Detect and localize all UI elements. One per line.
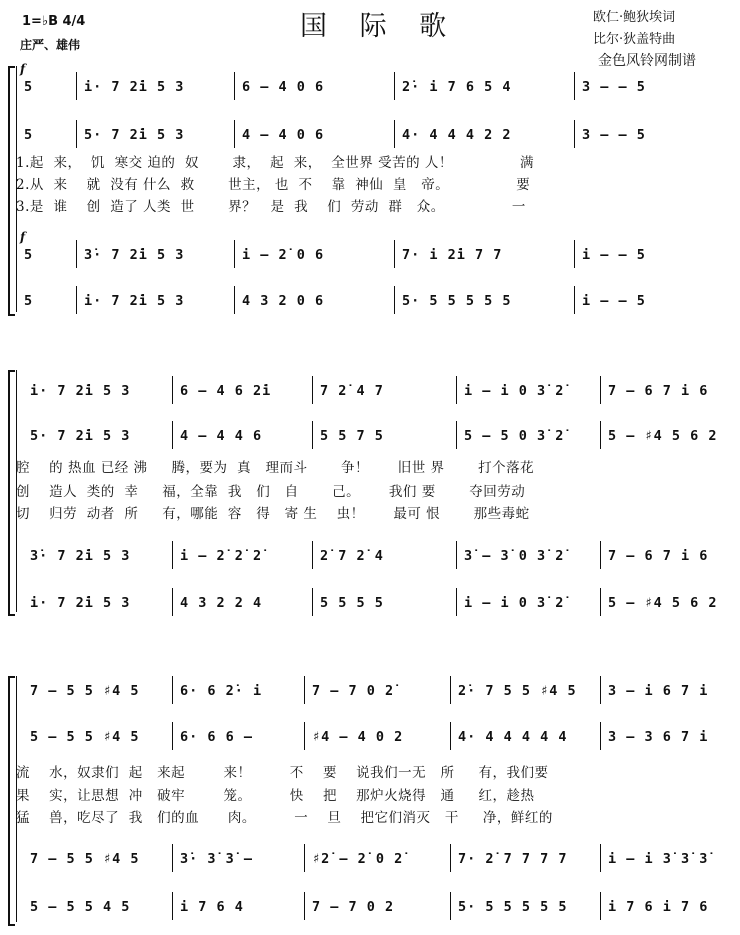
barline <box>172 676 173 704</box>
barline <box>600 376 601 404</box>
barline <box>172 722 173 750</box>
barline <box>600 722 601 750</box>
barline <box>304 844 305 872</box>
key-signature: 1=♭B 4/4 <box>22 14 86 29</box>
measure: 6· 6 2̇· i <box>180 683 263 699</box>
measure: 7 – 5 5 ♯4 5 <box>30 683 140 699</box>
barline <box>76 286 77 314</box>
barline <box>600 892 601 920</box>
page-title: 国 际 歌 <box>300 11 459 42</box>
measure: 5 <box>24 247 34 263</box>
tempo-marking: 庄严、雄伟 <box>20 38 81 52</box>
barline <box>574 120 575 148</box>
measure: i· 7 2̇i 5 3 <box>30 383 131 399</box>
measure: ♯2̇ – 2̇ 0 2̇ <box>312 851 404 867</box>
measure: 4· 4 4 4 2 2 <box>402 127 512 143</box>
barline <box>600 676 601 704</box>
barline <box>172 541 173 569</box>
measure: 4· 4 4 4 4 4 <box>458 729 568 745</box>
barline <box>312 376 313 404</box>
barline <box>450 722 451 750</box>
measure: 7 – 7 0 2 <box>312 899 395 915</box>
barline <box>172 588 173 616</box>
barline <box>172 376 173 404</box>
system-brace <box>8 676 15 926</box>
measure: 7· i 2̇i 7 7 <box>402 247 503 263</box>
staff-row <box>16 545 740 567</box>
measure: 7· 2̇ 7 7 7 7 <box>458 851 568 867</box>
lyric-line: 3.是 谁 创 造了 人类 世 界？ 是 我 们 劳动 群 众。 一 <box>16 199 526 215</box>
staff-row <box>16 124 740 146</box>
measure: 4 3 2 0 6 <box>242 293 325 309</box>
measure: 2̇· 7 5 5 ♯4 5 <box>458 683 577 699</box>
barline <box>312 421 313 449</box>
measure: i – – 5 <box>582 293 646 309</box>
barline <box>76 120 77 148</box>
measure: 4 3 2 2 4 <box>180 595 263 611</box>
credit-composer: 比尔·狄盖特曲 <box>593 32 676 47</box>
staff-row <box>16 848 740 870</box>
measure: i· 7 2̇i 5 3 <box>84 293 185 309</box>
lyric-line: 果 实，让思想 冲 破牢 笼。 快 把 那炉火烧得 通 红，趁热 <box>16 788 535 804</box>
measure: i – – 5 <box>582 247 646 263</box>
barline <box>456 588 457 616</box>
measure: 2̇· i 7 6 5 4 <box>402 79 512 95</box>
barline <box>304 722 305 750</box>
barline <box>450 844 451 872</box>
measure: 3 – i 6 7 i <box>608 683 709 699</box>
barline <box>600 541 601 569</box>
measure: i – 2̇ 0 6 <box>242 247 325 263</box>
staff-row <box>16 726 740 748</box>
measure: 5· 5 5 5 5 5 <box>458 899 568 915</box>
barline <box>234 240 235 268</box>
measure: 6 – 4 6 2̇i <box>180 383 272 399</box>
measure: 3 – – 5 <box>582 127 646 143</box>
measure: 5 <box>24 127 34 143</box>
measure: 6· 6 6 – <box>180 729 254 745</box>
dynamic-marking: f <box>20 62 26 76</box>
barline <box>394 286 395 314</box>
measure: 4 – 4 4 6 <box>180 428 263 444</box>
measure: 5 – 5 5 ♯4 5 <box>30 729 140 745</box>
barline <box>574 286 575 314</box>
measure: 5 5 7 5 <box>320 428 384 444</box>
lyric-line: 创 造人 类的 幸 福，全靠 我 们 自 己。 我们 要 夺回劳动 <box>16 484 526 500</box>
barline <box>394 72 395 100</box>
barline <box>600 844 601 872</box>
barline <box>304 892 305 920</box>
measure: 5 <box>24 293 34 309</box>
staff-row <box>16 230 740 266</box>
measure: ♯4 – 4 0 2 <box>312 729 404 745</box>
measure: 5 – ♯4 5 6 2 <box>608 428 718 444</box>
lyric-line: 1.起 来， 饥 寒交 迫的 奴 隶， 起 来， 全世界 受苦的 人！ 满 <box>16 155 534 171</box>
measure: 3 – – 5 <box>582 79 646 95</box>
barline <box>456 376 457 404</box>
barline <box>234 286 235 314</box>
measure: i – i 0 3̇ 2̇ <box>464 595 565 611</box>
barline <box>574 72 575 100</box>
measure: i· 7 2̇i 5 3 <box>84 79 185 95</box>
staff-row <box>16 592 740 614</box>
staff-row <box>16 425 740 447</box>
dynamic-marking: f <box>20 230 26 244</box>
lyric-line: 腔 的 热血 已经 沸 腾，要为 真 理而斗 争！ 旧世 界 打个落花 <box>16 460 535 476</box>
measure: 2̇ 7 2̇ 4 <box>320 548 384 564</box>
measure: 7 – 5 5 ♯4 5 <box>30 851 140 867</box>
measure: 3 – 3 6 7 i <box>608 729 709 745</box>
measure: 3̇· 7 2̇i 5 3 <box>30 548 131 564</box>
staff-row <box>16 896 740 918</box>
staff-row <box>16 62 740 98</box>
measure: i – i 0 3̇ 2̇ <box>464 383 565 399</box>
barline <box>172 844 173 872</box>
lyric-line: 切 归劳 动者 所 有，哪能 容 得 寄 生 虫！ 最可 恨 那些毒蛇 <box>16 506 530 522</box>
measure: 5 – 5 0 3̇ 2̇ <box>464 428 565 444</box>
barline <box>394 240 395 268</box>
system-brace <box>8 66 15 316</box>
credit-lyricist: 欧仁·鲍狄埃词 <box>593 10 676 25</box>
measure: 5 – ♯4 5 6 2 <box>608 595 718 611</box>
barline <box>600 588 601 616</box>
measure: 5 5 5 5 <box>320 595 384 611</box>
staff-row <box>16 290 740 312</box>
measure: 5· 7 2̇i 5 3 <box>30 428 131 444</box>
measure: 5 – 5 5 4 5 <box>30 899 131 915</box>
barline <box>304 676 305 704</box>
measure: i – 2̇ 2̇ 2̇ <box>180 548 263 564</box>
barline <box>172 421 173 449</box>
barline <box>234 72 235 100</box>
barline <box>600 421 601 449</box>
barline <box>456 421 457 449</box>
measure: i – i 3̇ 3̇ 3̇ <box>608 851 709 867</box>
staff-row <box>16 680 740 702</box>
measure: 7 2̇ 4 7 <box>320 383 384 399</box>
measure: 6 – 4 0 6 <box>242 79 325 95</box>
barline <box>394 120 395 148</box>
barline <box>450 892 451 920</box>
measure: 5· 5 5 5 5 5 <box>402 293 512 309</box>
measure: i 7 6 4 <box>180 899 244 915</box>
measure: 4 – 4 0 6 <box>242 127 325 143</box>
barline <box>574 240 575 268</box>
measure: i· 7 2̇i 5 3 <box>30 595 131 611</box>
measure: 7 – 7 0 2̇ <box>312 683 395 699</box>
measure: 5· 7 2̇i 5 3 <box>84 127 185 143</box>
barline <box>234 120 235 148</box>
measure: 5 <box>24 79 34 95</box>
barline <box>456 541 457 569</box>
measure: 3̇· 7 2̇i 5 3 <box>84 247 185 263</box>
barline <box>76 72 77 100</box>
measure: 3̇· 3̇ 3̇ – <box>180 851 254 867</box>
lyric-line: 2.从 来 就 没有 什么 救 世主， 也 不 靠 神仙 皇 帝。 要 <box>16 177 531 193</box>
measure: 3̇ – 3̇ 0 3̇ 2̇ <box>464 548 565 564</box>
system-brace <box>8 370 15 616</box>
lyric-line: 流 水，奴隶们 起 来起 来！ 不 要 说我们一无 所 有，我们要 <box>16 765 549 781</box>
barline <box>312 541 313 569</box>
credit-publisher: 金色风铃网制谱 <box>598 53 696 69</box>
barline <box>450 676 451 704</box>
barline <box>76 240 77 268</box>
barline <box>172 892 173 920</box>
measure: i 7 6 i 7 6 <box>608 899 709 915</box>
measure: 7 – 6 7 i 6 <box>608 383 709 399</box>
barline <box>312 588 313 616</box>
lyric-line: 猛 兽，吃尽了 我 们的血 肉。 一 旦 把它们消灭 干 净，鲜红的 <box>16 810 553 826</box>
measure: 7 – 6 7 i 6 <box>608 548 709 564</box>
staff-row <box>16 380 740 402</box>
